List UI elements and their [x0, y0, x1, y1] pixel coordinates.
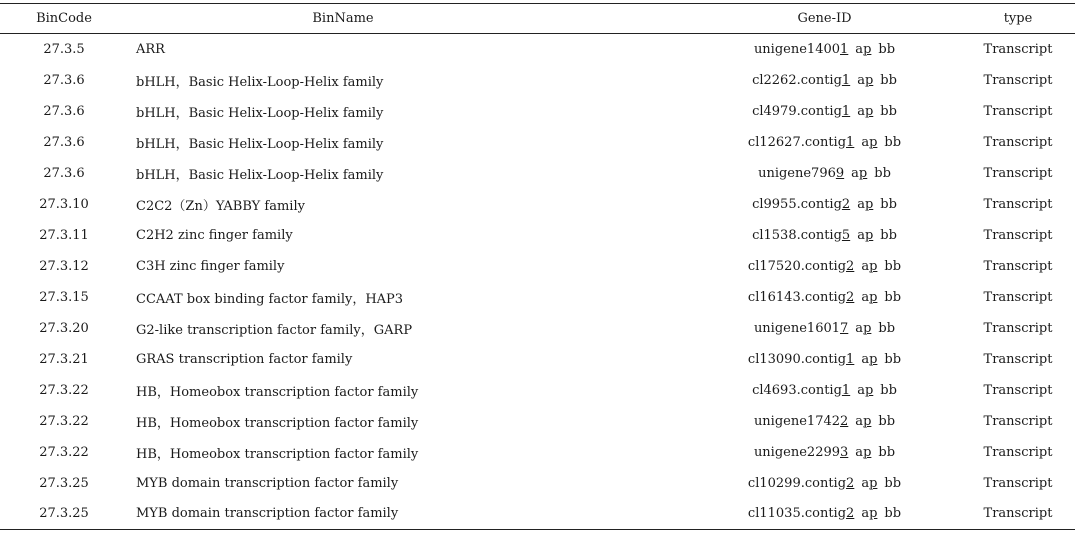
geneid-underlined-digit: 2: [846, 289, 855, 305]
geneid-underlined-digit: 2: [846, 258, 855, 274]
geneid-underlined-digit: 2: [846, 475, 855, 491]
type-cell: Transcript: [983, 72, 1053, 88]
binname-cell: HB，Homeobox transcription factor family: [136, 446, 419, 462]
bincode-cell: 27.3.25: [39, 475, 89, 491]
geneid-ap-a: a: [851, 165, 859, 181]
table-row: [0, 189, 1075, 220]
geneid-cell: [688, 251, 961, 282]
binname-cell: ARR: [136, 41, 165, 57]
geneid-ap-a: a: [855, 444, 864, 460]
binname-cell: bHLH，Basic Helix-Loop-Helix family: [136, 74, 384, 90]
binname-cell: C2H2 zinc finger family: [136, 227, 293, 243]
binname-cell: bHLH，Basic Helix-Loop-Helix family: [136, 136, 384, 152]
geneid-prefix: cl2262.contig: [752, 72, 842, 88]
geneid-underlined-digit: 1: [841, 72, 851, 88]
binname-cell: G2-like transcription factor family，GARP: [136, 322, 413, 338]
geneid-prefix: cl16143.contig: [747, 289, 847, 305]
geneid-suffix: bb: [884, 258, 902, 274]
geneid-prefix: cl12627.contig: [747, 134, 847, 150]
geneid-cell: [688, 65, 961, 96]
type-cell: Transcript: [983, 444, 1053, 460]
type-cell: Transcript: [983, 320, 1053, 336]
geneid-prefix: cl13090.contig: [747, 351, 847, 367]
geneid-cell: [688, 468, 961, 499]
binname-cell: C3H zinc finger family: [136, 258, 285, 274]
bincode-cell: 27.3.22: [39, 444, 89, 460]
geneid-ap-p: p: [869, 258, 878, 274]
geneid-ap-a: a: [855, 41, 864, 57]
type-cell: Transcript: [983, 103, 1053, 119]
geneid-prefix: unigene1400: [753, 41, 841, 57]
geneid-underlined-digit: 3: [840, 444, 849, 460]
geneid-prefix: cl1538.contig: [752, 227, 842, 243]
table-row: [0, 34, 1075, 65]
table-row: [0, 499, 1075, 530]
table-row: [0, 96, 1075, 127]
bincode-cell: 27.3.6: [43, 72, 85, 88]
type-cell: Transcript: [983, 475, 1053, 491]
geneid-suffix: bb: [878, 320, 896, 336]
type-cell: Transcript: [983, 134, 1053, 150]
geneid-suffix: bb: [884, 506, 902, 522]
geneid-prefix: unigene796: [758, 165, 836, 181]
type-cell: Transcript: [983, 382, 1053, 398]
geneid-ap-p: p: [858, 165, 868, 181]
binname-cell: HB，Homeobox transcription factor family: [136, 384, 419, 400]
geneid-suffix: bb: [880, 382, 897, 398]
bincode-cell: 27.3.6: [43, 165, 85, 181]
geneid-prefix: cl9955.contig: [752, 196, 842, 212]
geneid-ap-p: p: [869, 506, 878, 522]
geneid-cell: [688, 499, 961, 530]
binname-cell: GRAS transcription factor family: [136, 351, 353, 367]
type-cell: Transcript: [983, 258, 1053, 274]
table-row: [0, 375, 1075, 406]
type-cell: Transcript: [983, 165, 1053, 181]
geneid-prefix: cl4979.contig: [752, 103, 842, 119]
geneid-prefix: unigene2299: [753, 444, 841, 460]
geneid-ap-p: p: [864, 196, 874, 212]
binname-cell: bHLH，Basic Helix-Loop-Helix family: [136, 105, 384, 121]
geneid-prefix: cl11035.contig: [747, 506, 847, 522]
geneid-ap-a: a: [855, 413, 864, 429]
binname-cell: MYB domain transcription factor family: [128, 499, 688, 530]
geneid-underlined-digit: 1: [846, 134, 855, 150]
bincode-cell: 27.3.20: [39, 320, 89, 336]
geneid-underlined-digit: 9: [835, 165, 845, 181]
geneid-ap-a: a: [857, 227, 865, 243]
geneid-ap-p: p: [869, 475, 878, 491]
geneid-underlined-digit: 2: [846, 506, 855, 522]
geneid-underlined-digit: 1: [846, 351, 855, 367]
geneid-cell: [688, 189, 961, 220]
geneid-suffix: bb: [880, 227, 897, 243]
geneid-underlined-digit: 1: [840, 41, 849, 57]
geneid-ap-p: p: [863, 413, 872, 429]
geneid-ap-a: a: [861, 258, 870, 274]
bincode-cell: 27.3.6: [43, 103, 85, 119]
table-row: [0, 158, 1075, 189]
geneid-cell: [688, 34, 961, 65]
type-cell: Transcript: [983, 413, 1053, 429]
geneid-suffix: bb: [878, 444, 896, 460]
table-row: [0, 251, 1075, 282]
type-cell: Transcript: [983, 351, 1053, 367]
binname-cell: MYB domain transcription factor family: [136, 475, 399, 491]
type-cell: Transcript: [983, 227, 1053, 243]
geneid-ap-a: a: [857, 196, 865, 212]
geneid-cell: [688, 96, 961, 127]
geneid-underlined-digit: 5: [841, 227, 851, 243]
bincode-cell: 27.3.22: [39, 413, 89, 429]
geneid-prefix: cl10299.contig: [747, 475, 847, 491]
geneid-prefix: unigene1742: [753, 413, 841, 429]
binname-cell: CCAAT box binding factor family，HAP3: [136, 291, 404, 307]
geneid-ap-p: p: [864, 227, 874, 243]
geneid-underlined-digit: 2: [840, 413, 849, 429]
binname-cell: HB，Homeobox transcription factor family: [136, 415, 419, 431]
geneid-ap-a: a: [857, 72, 865, 88]
geneid-suffix: bb: [880, 196, 897, 212]
header-geneid: Gene-ID: [688, 4, 961, 34]
geneid-prefix: unigene1601: [753, 320, 841, 336]
geneid-ap-a: a: [861, 475, 870, 491]
geneid-ap-p: p: [864, 72, 874, 88]
bincode-cell: 27.3.22: [39, 382, 89, 398]
table-row: [0, 437, 1075, 468]
geneid-ap-p: p: [864, 382, 874, 398]
geneid-underlined-digit: 7: [840, 320, 849, 336]
table-row: [0, 282, 1075, 313]
type-cell: Transcript: [961, 499, 1075, 530]
geneid-cell: [688, 127, 961, 158]
table-row: [0, 344, 1075, 375]
bincode-cell: 27.3.25: [0, 499, 128, 530]
geneid-ap-a: a: [861, 289, 870, 305]
geneid-suffix: bb: [884, 289, 902, 305]
table-row: [0, 65, 1075, 96]
geneid-underlined-digit: 1: [841, 382, 851, 398]
geneid-suffix: bb: [880, 72, 897, 88]
bincode-cell: 27.3.5: [43, 41, 85, 57]
binname-cell: bHLH，Basic Helix-Loop-Helix family: [136, 167, 384, 183]
binname-cell: C2C2（Zn）YABBY family: [136, 198, 305, 214]
type-cell: Transcript: [983, 196, 1053, 212]
geneid-ap-p: p: [863, 444, 872, 460]
geneid-cell: [688, 158, 961, 189]
type-cell: Transcript: [983, 41, 1053, 57]
header-binname: BinName: [128, 4, 688, 34]
table-header: [0, 4, 1075, 34]
table-body: [0, 34, 1075, 530]
geneid-ap-p: p: [869, 289, 878, 305]
geneid-ap-p: p: [869, 351, 878, 367]
table-row: [0, 220, 1075, 251]
geneid-suffix: bb: [874, 165, 891, 181]
header-type: type: [961, 4, 1075, 34]
table-row: [0, 468, 1075, 499]
table-row: [0, 313, 1075, 344]
geneid-ap-p: p: [864, 103, 874, 119]
geneid-ap-a: a: [861, 134, 870, 150]
geneid-underlined-digit: 1: [841, 103, 851, 119]
geneid-underlined-digit: 2: [841, 196, 851, 212]
header-bincode: BinCode: [0, 4, 128, 34]
geneid-suffix: bb: [884, 475, 902, 491]
geneid-cell: [688, 282, 961, 313]
geneid-ap-a: a: [857, 103, 865, 119]
geneid-suffix: bb: [884, 134, 902, 150]
geneid-suffix: bb: [878, 41, 896, 57]
bincode-cell: 27.3.21: [39, 351, 89, 367]
table-row: [0, 406, 1075, 437]
geneid-prefix: cl17520.contig: [747, 258, 847, 274]
geneid-suffix: bb: [884, 351, 902, 367]
geneid-cell: [688, 344, 961, 375]
geneid-ap-a: a: [861, 351, 870, 367]
geneid-cell: [688, 375, 961, 406]
geneid-ap-a: a: [855, 320, 864, 336]
geneid-cell: [688, 220, 961, 251]
geneid-ap-a: a: [861, 506, 870, 522]
geneid-suffix: bb: [878, 413, 896, 429]
gene-table: [0, 3, 1075, 530]
bincode-cell: 27.3.11: [39, 227, 89, 243]
geneid-cell: [688, 437, 961, 468]
geneid-suffix: bb: [880, 103, 897, 119]
geneid-cell: [688, 406, 961, 437]
geneid-ap-a: a: [857, 382, 865, 398]
bincode-cell: 27.3.12: [39, 258, 89, 274]
geneid-cell: [688, 313, 961, 344]
header-row: [0, 4, 1075, 34]
bincode-cell: 27.3.10: [39, 196, 89, 212]
geneid-ap-p: p: [863, 320, 872, 336]
bincode-cell: 27.3.6: [43, 134, 85, 150]
geneid-ap-p: p: [869, 134, 878, 150]
geneid-ap-p: p: [863, 41, 872, 57]
table-row: [0, 127, 1075, 158]
type-cell: Transcript: [983, 289, 1053, 305]
geneid-prefix: cl4693.contig: [752, 382, 842, 398]
bincode-cell: 27.3.15: [39, 289, 89, 305]
